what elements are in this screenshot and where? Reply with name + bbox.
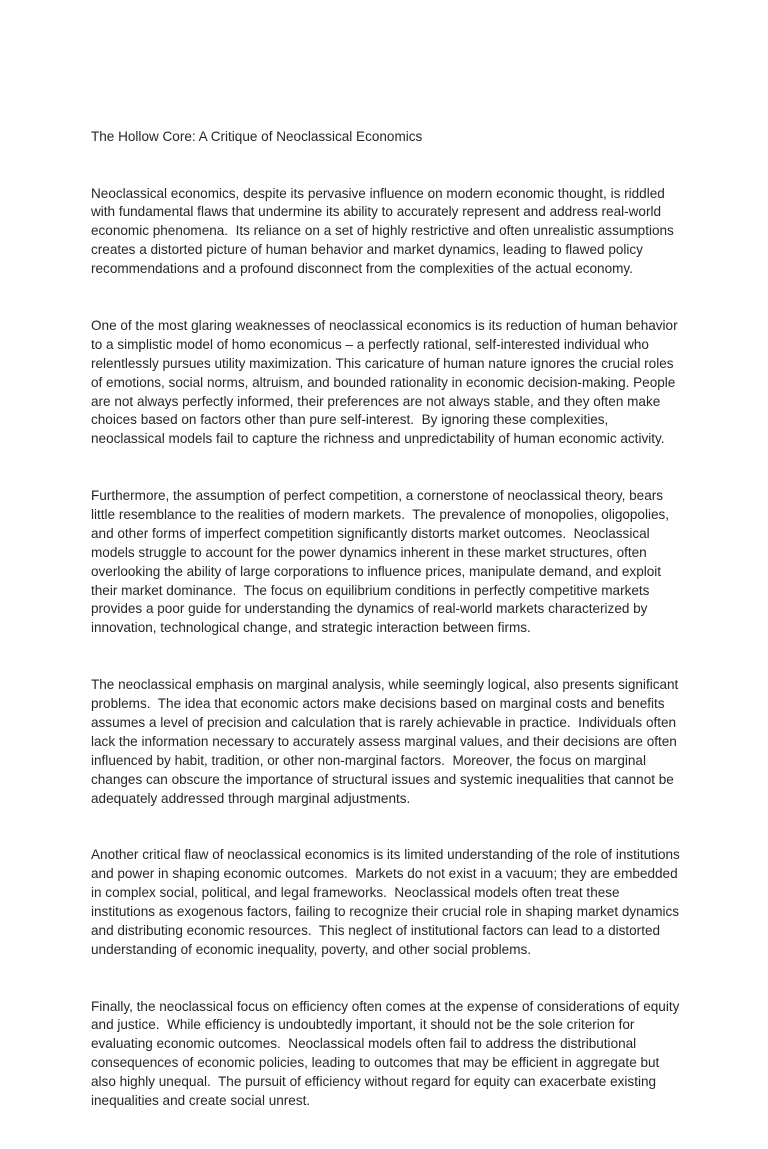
- paragraph-3: Furthermore, the assumption of perfect competition, a cornerstone of neoclassical theory, bears little resemblance to the realities of modern markets. The prevalence of monopolies, oligopolies, and other forms of imperfect competition significantly distorts market outcomes. Neoclassical models struggle to account for the power dynamics inherent in these market structures, often overlooking the ability of large corporations to influence prices, manipulate demand, and exploit their market dominance. The focus on equilibrium conditions in perfectly competitive markets provides a poor guide for understanding the dynamics of real-world markets characterized by innovation, technological change, and strategic interaction between firms.: [91, 488, 673, 636]
- document-body: [91, 90, 684, 1149]
- paragraph-2: One of the most glaring weaknesses of neoclassical economics is its reduction of human behavior to a simplistic model of homo economicus – a perfectly rational, self-interested individual who relentlessly pursues utility maximization. This caricature of human nature ignores the crucial roles of emotions, social norms, altruism, and bounded rationality in economic decision-making. People are not always perfectly informed, their preferences are not always stable, and they often make choices based on factors other than pure self-interest. By ignoring these complexities, neoclassical models fail to capture the richness and unpredictability of human economic activity.: [91, 317, 682, 447]
- paragraph-1: Neoclassical economics, despite its pervasive influence on modern economic thought, is riddled with fundamental flaws that undermine its ability to accurately represent and address real-world economic phenomena. Its reliance on a set of highly restrictive and often unrealistic assumptions creates a distorted picture of human behavior and market dynamics, leading to flawed policy recommendations and a profound disconnect from the complexities of the actual economy.: [91, 185, 678, 277]
- paragraph-6: Finally, the neoclassical focus on efficiency often comes at the expense of considerations of equity and justice. While efficiency is undoubtedly important, it should not be the sole criterion for evaluating economic outcomes. Neoclassical models often fail to address the distributional consequences of economic policies, leading to outcomes that may be efficient in aggregate but also highly unequal. The pursuit of efficiency without regard for equity can exacerbate existing inequalities and create social unrest.: [91, 998, 684, 1109]
- paragraph-5: Another critical flaw of neoclassical economics is its limited understanding of the role of institutions and power in shaping economic outcomes. Markets do not exist in a vacuum; they are embedded in complex social, political, and legal frameworks. Neoclassical models often treat these institutions as exogenous factors, failing to recognize their crucial role in shaping market dynamics and distributing economic resources. This neglect of institutional factors can lead to a distorted understanding of economic inequality, poverty, and other social problems.: [91, 847, 684, 957]
- document-title: The Hollow Core: A Critique of Neoclassical Economics: [91, 128, 423, 144]
- paragraph-4: The neoclassical emphasis on marginal analysis, while seemingly logical, also presents significant problems. The idea that economic actors make decisions based on marginal costs and benefits assumes a level of precision and calculation that is rarely achievable in practice. Individuals often lack the information necessary to accurately assess marginal values, and their decisions are often influenced by habit, tradition, or other non-marginal factors. Moreover, the focus on marginal changes can obscure the importance of structural issues and systemic inequalities that cannot be adequately addressed through marginal adjustments.: [91, 677, 683, 806]
